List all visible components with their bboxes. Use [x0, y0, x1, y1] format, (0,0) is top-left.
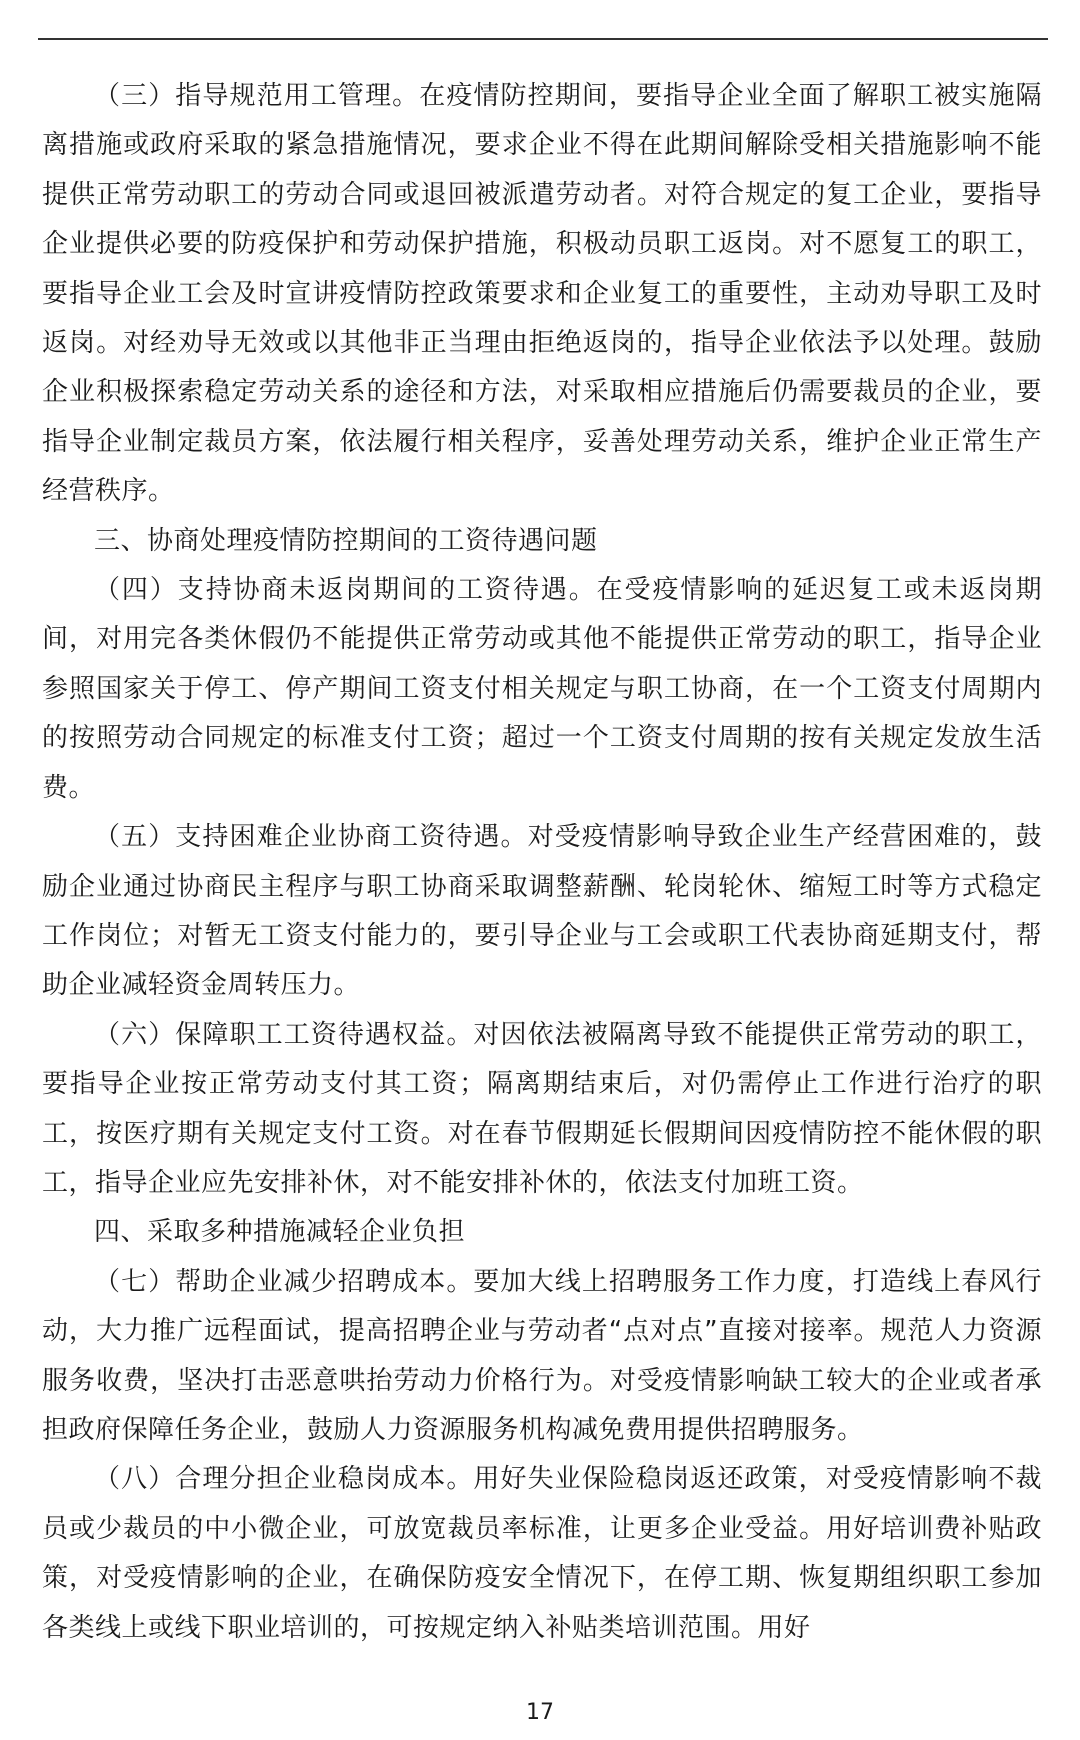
section-heading-4: 四、采取多种措施减轻企业负担 — [94, 1217, 466, 1248]
paragraph-san-employment-management: （三）指导规范用工管理。在疫情防控期间，要指导企业全面了解职工被实施隔离措施或政府采取的紧急措施情况，要求企业不得在此期间解除受相关措施影响不能提供正常劳动职工的劳动合同或退回被派遣劳动者。对符合规定的复工企业，要指导企业提供必要的防疫保护和劳动保护措施，积极动员职工返岗。对不愿复工的职工，要指导企业工会及时宣讲疫情防控政策要求和企业复工的重要性，主动劝导职工及时返岗。对经劝导无效或以其他非正当理由拒绝返岗的，指导企业依法予以处理。鼓励企业积极探索稳定劳动关系的途径和方法，对采取相应措施后仍需要裁员的企业，要指导企业制定裁员方案，依法履行相关程序，妥善处理劳动关系，维护企业正常生产经营秩序。 — [42, 81, 1042, 507]
paragraph-ba-job-stability-costs: （八）合理分担企业稳岗成本。用好失业保险稳岗返还政策，对受疫情影响不裁员或少裁员的中小微企业，可放宽裁员率标准，让更多企业受益。用好培训费补贴政策，对受疫情影响的企业，在确保防疫安全情况下，在停工期、恢复期组织职工参加各类线上或线下职业培训的，可按规定纳入补贴类培训范围。用好 — [42, 1464, 1042, 1643]
paragraph-liu-wage-rights: （六）保障职工工资待遇权益。对因依法被隔离导致不能提供正常劳动的职工，要指导企业按正常劳动支付其工资；隔离期结束后，对仍需停止工作进行治疗的职工，按医疗期有关规定支付工资。对在春节假期延长假期间因疫情防控不能休假的职工，指导企业应先安排补休，对不能安排补休的，依法支付加班工资。 — [42, 1019, 1042, 1198]
section-heading-3: 三、协商处理疫情防控期间的工资待遇问题 — [94, 525, 598, 556]
top-rule — [38, 38, 1048, 40]
document-body — [42, 72, 1042, 1653]
page-number: 17 — [526, 1700, 554, 1725]
paragraph-qi-recruitment-costs: （七）帮助企业减少招聘成本。要加大线上招聘服务工作力度，打造线上春风行动，大力推广远程面试，提高招聘企业与劳动者“点对点”直接对接率。规范人力资源服务收费，坚决打击恶意哄抬劳动力价格行为。对受疫情影响缺工较大的企业或者承担政府保障任务企业，鼓励人力资源服务机构减免费用提供招聘服务。 — [42, 1266, 1042, 1445]
paragraph-si-unreturned-wages: （四）支持协商未返岗期间的工资待遇。在受疫情影响的延迟复工或未返岗期间，对用完各类休假仍不能提供正常劳动或其他不能提供正常劳动的职工，指导企业参照国家关于停工、停产期间工资支付相关规定与职工协商，在一个工资支付周期内的按照劳动合同规定的标准支付工资；超过一个工资支付周期的按有关规定发放生活费。 — [42, 575, 1042, 803]
paragraph-wu-difficult-enterprises: （五）支持困难企业协商工资待遇。对受疫情影响导致企业生产经营困难的，鼓励企业通过协商民主程序与职工协商采取调整薪酬、轮岗轮休、缩短工时等方式稳定工作岗位；对暂无工资支付能力的，要引导企业与工会或职工代表协商延期支付，帮助企业减轻资金周转压力。 — [42, 822, 1042, 1001]
